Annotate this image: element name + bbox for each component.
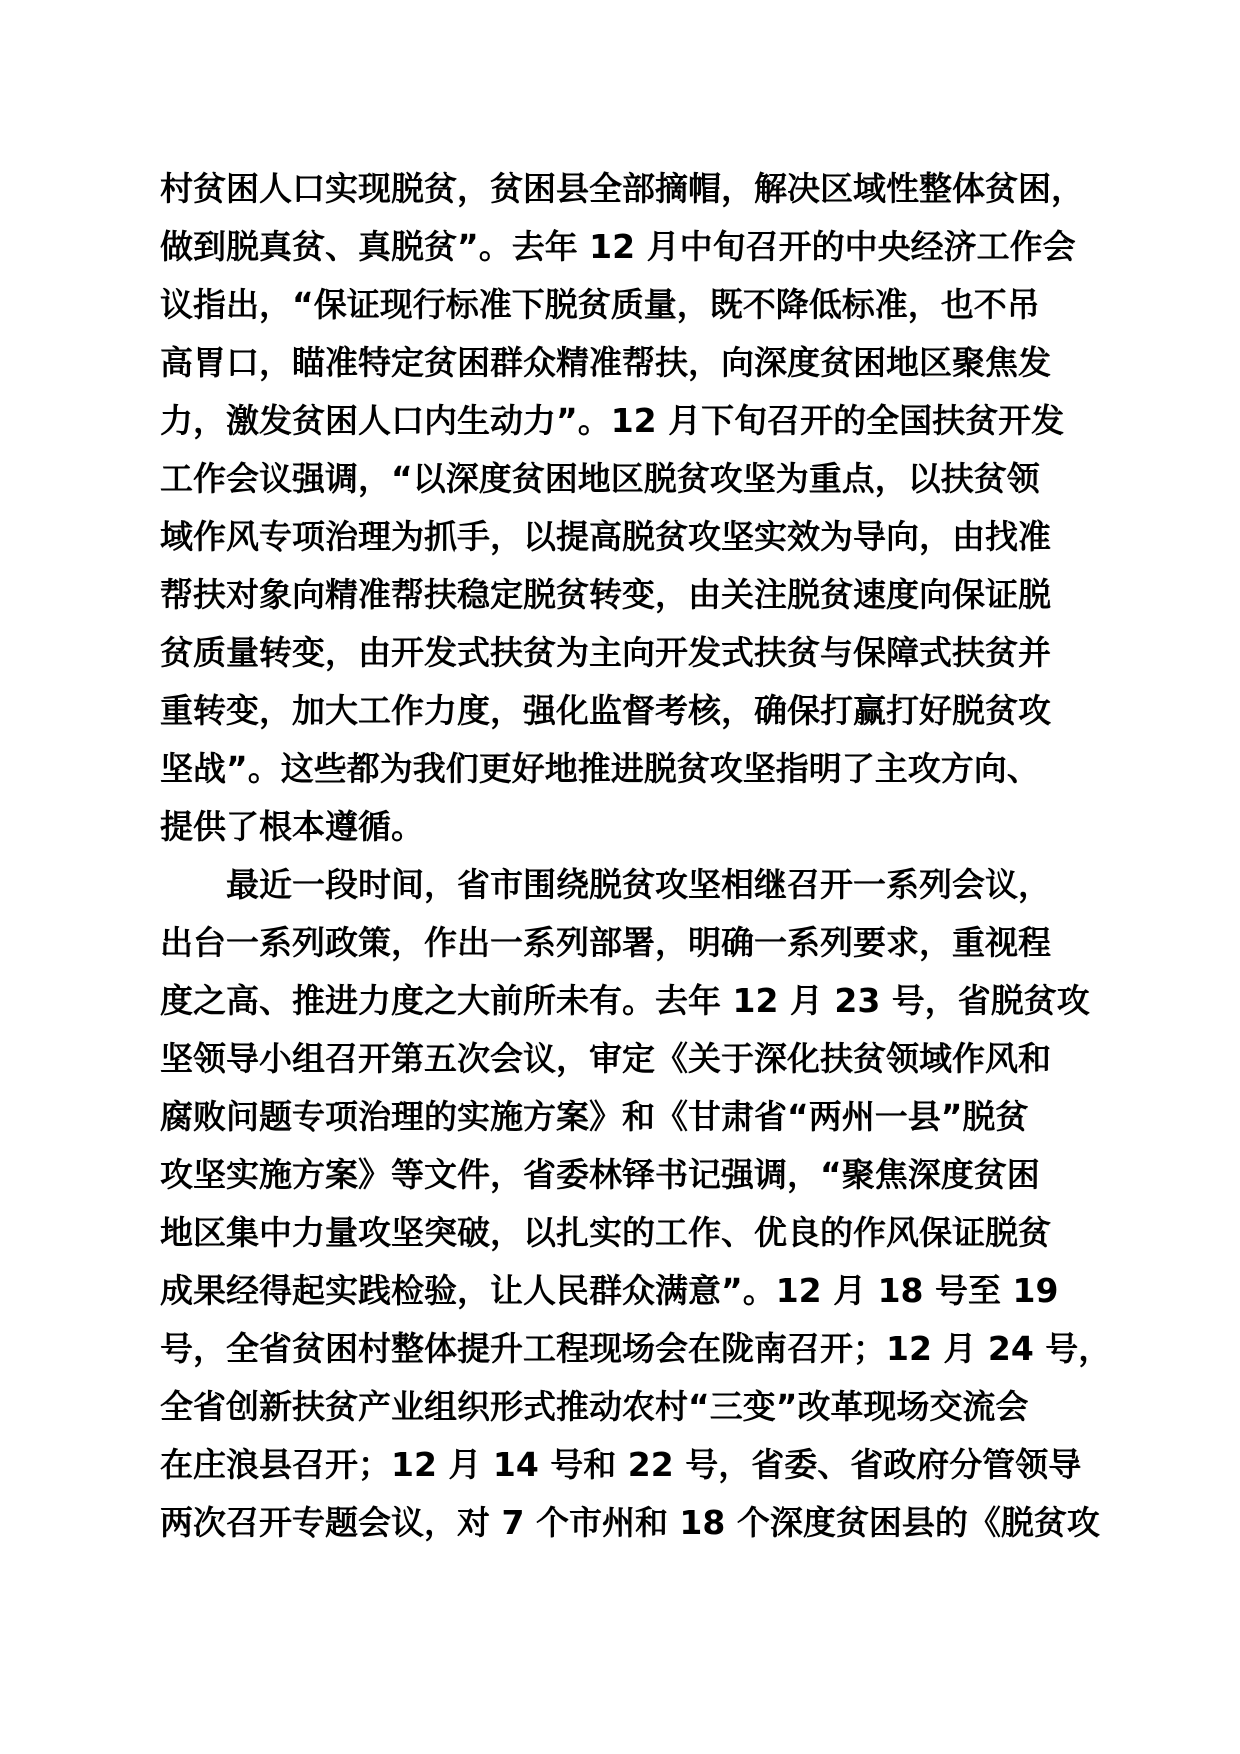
text-line: 议指出，“保证现行标准下脱贫质量，既不降低标准，也不吊 xyxy=(160,285,1040,324)
text-line: 工作会议强调，“以深度贫困地区脱贫攻坚为重点，以扶贫领 xyxy=(160,459,1040,498)
text-line: 力，激发贫困人口内生动力”。12 月下旬召开的全国扶贫开发 xyxy=(160,401,1065,440)
text-line: 域作风专项治理为抓手，以提高脱贫攻坚实效为导向，由找准 xyxy=(160,517,1051,556)
text-line: 坚领导小组召开第五次会议，审定《关于深化扶贫领域作风和 xyxy=(160,1039,1051,1078)
text-line: 度之高、推进力度之大前所未有。去年 12 月 23 号，省脱贫攻 xyxy=(160,981,1090,1020)
text-line: 村贫困人口实现脱贫，贫困县全部摘帽，解决区域性整体贫困， xyxy=(160,169,1084,208)
text-line: 做到脱真贫、真脱贫”。去年 12 月中旬召开的中央经济工作会 xyxy=(160,227,1076,266)
text-line: 号，全省贫困村整体提升工程现场会在陇南召开；12 月 24 号， xyxy=(160,1329,1112,1368)
text-line: 全省创新扶贫产业组织形式推动农村“三变”改革现场交流会 xyxy=(160,1387,1029,1426)
text-line: 地区集中力量攻坚突破，以扎实的工作、优良的作风保证脱贫 xyxy=(160,1213,1051,1252)
text-line: 帮扶对象向精准帮扶稳定脱贫转变，由关注脱贫速度向保证脱 xyxy=(160,575,1051,614)
text-line: 在庄浪县召开；12 月 14 号和 22 号，省委、省政府分管领导 xyxy=(160,1445,1082,1484)
text-line: 攻坚实施方案》等文件，省委林铎书记强调，“聚焦深度贫困 xyxy=(160,1155,1040,1194)
paragraph-first-line: 最近一段时间，省市围绕脱贫攻坚相继召开一系列会议， xyxy=(226,865,1051,904)
text-line: 提供了根本遵循。 xyxy=(160,807,424,846)
text-line: 出台一系列政策，作出一系列部署，明确一系列要求，重视程 xyxy=(160,923,1051,962)
text-line: 两次召开专题会议，对 7 个市州和 18 个深度贫困县的《脱贫攻 xyxy=(160,1503,1100,1542)
text-line: 成果经得起实践检验，让人民群众满意”。12 月 18 号至 19 xyxy=(160,1271,1059,1310)
text-line: 高胃口，瞄准特定贫困群众精准帮扶，向深度贫困地区聚焦发 xyxy=(160,343,1051,382)
text-line: 重转变，加大工作力度，强化监督考核，确保打赢打好脱贫攻 xyxy=(160,691,1051,730)
text-line: 贫质量转变，由开发式扶贫为主向开发式扶贫与保障式扶贫并 xyxy=(160,633,1051,672)
text-line: 坚战”。这些都为我们更好地推进脱贫攻坚指明了主攻方向、 xyxy=(160,749,1040,788)
text-line: 腐败问题专项治理的实施方案》和《甘肃省“两州一县”脱贫 xyxy=(160,1097,1029,1136)
